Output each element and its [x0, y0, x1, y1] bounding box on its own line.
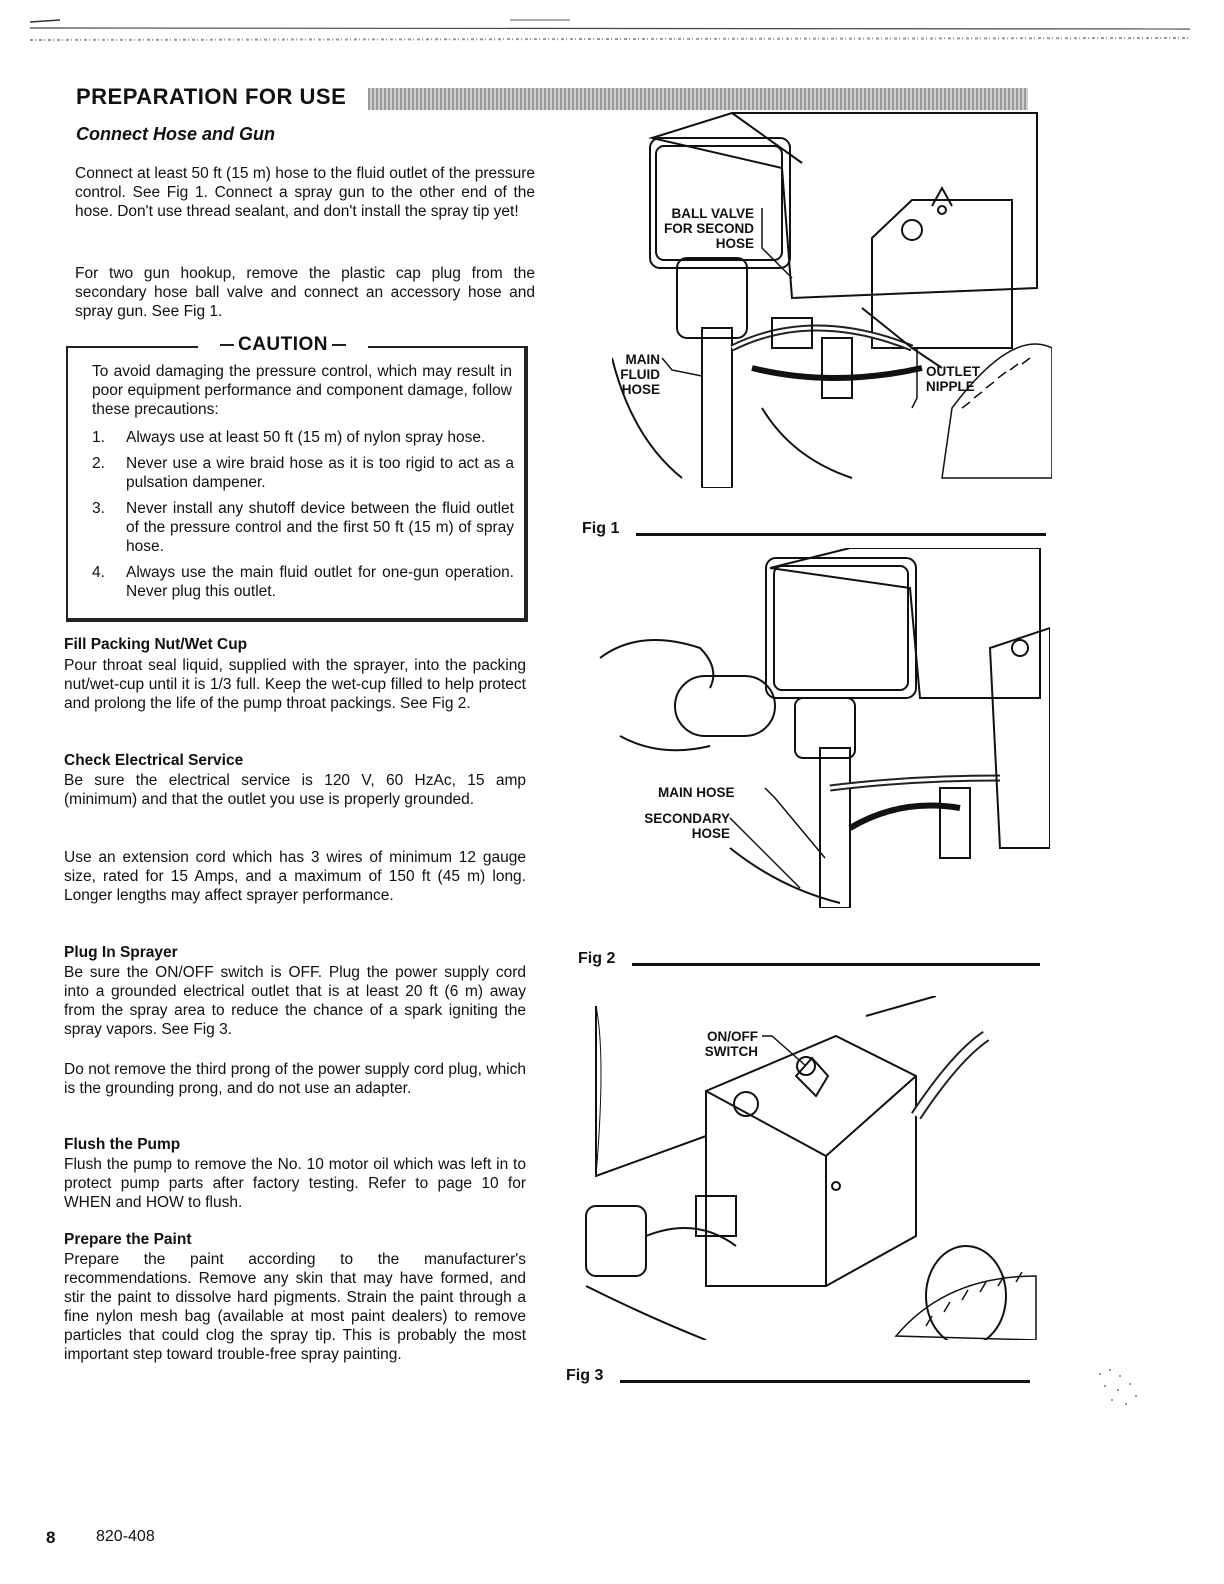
fig1-rule — [636, 533, 1046, 536]
callout-line: HOSE — [715, 236, 754, 251]
flush-heading: Flush the Pump — [64, 1136, 181, 1153]
fig3-label: Fig 3 — [566, 1367, 604, 1384]
figure-1-illustration — [612, 108, 1052, 488]
caution-item-text: Never use a wire braid hose as it is too rigid to act as a pulsation dampener. — [126, 455, 514, 491]
caution-heading — [198, 334, 368, 356]
fig1-callout-ball-valve — [650, 206, 754, 251]
callout-line: MAIN HOSE — [658, 785, 735, 800]
callout-line: FLUID — [620, 367, 660, 382]
caution-item — [90, 428, 514, 447]
fig2-motor-housing — [766, 548, 1040, 698]
fig1-control-box — [872, 188, 1012, 348]
fig2-hand-holding-bottle — [600, 640, 775, 750]
caution-item-text: Always use at least 50 ft (15 m) of nylon spray hose. — [126, 429, 486, 446]
caution-item-number: 1. — [92, 429, 105, 446]
caution-box — [66, 334, 528, 622]
callout-line: SECONDARY — [644, 811, 730, 826]
caution-dash-left — [220, 344, 234, 346]
fig3-tire — [896, 1272, 1036, 1340]
callout-line: FOR SECOND — [663, 221, 754, 236]
fig1-callout-outlet-nipple — [926, 364, 1006, 394]
fig1-pump-assembly — [612, 258, 942, 488]
connect-hose-paragraph-1: Connect at least 50 ft (15 m) hose to the fluid outlet of the pressure control. See Fig 1. Connect a spray gun to the other end of the hose. Don't use thread sealant, and don't install the spray tip yet! — [75, 165, 535, 220]
caution-intro: To avoid damaging the pressure control, which may result in poor equipment performance and component damage, follow these precautions: — [92, 363, 512, 418]
section-title: PREPARATION FOR USE — [76, 84, 347, 109]
fig2-label: Fig 2 — [578, 950, 616, 967]
document-number: 820-408 — [96, 1528, 155, 1545]
callout-line: NIPPLE — [926, 379, 975, 394]
fill-packing-text: Pour throat seal liquid, supplied with the sprayer, into the packing nut/wet-cup until it is 1/3 full. Keep the wet-cup filled to help protect and prolong the life of the pump throat packings. See Fig 2. — [64, 657, 526, 712]
connect-hose-title: Connect Hose and Gun — [76, 124, 276, 144]
callout-line: SWITCH — [704, 1044, 758, 1059]
callout-line: MAIN — [625, 352, 660, 367]
fig3-callout-on-off-switch — [676, 1029, 758, 1059]
caution-item-number: 4. — [92, 564, 105, 581]
fig1-callout-main-fluid-hose — [600, 352, 660, 397]
caution-item-number: 2. — [92, 455, 105, 472]
caution-item-text: Always use the main fluid outlet for one-gun operation. Never plug this outlet. — [126, 564, 514, 600]
caution-list — [90, 428, 514, 608]
caution-item-text: Never install any shutoff device between the fluid outlet of the pressure control and the first 50 ft (15 m) of spray hose. — [126, 500, 514, 555]
fig1-label: Fig 1 — [582, 520, 620, 537]
prepare-paint-text: Prepare the paint according to the manufacturer's recommendations. Remove any skin that may have formed, and stir the paint to dissolve hard pigments. Strain the paint through a fine nylon mesh bag (available at most paint dealers) to remove particles that could clog the spray tip. This is probably the most important step toward trouble-free spray painting. — [64, 1251, 526, 1363]
electrical-heading: Check Electrical Service — [64, 752, 244, 769]
callout-line: OUTLET — [926, 364, 980, 379]
figure-2-illustration — [580, 548, 1050, 908]
fig3-rule — [620, 1380, 1030, 1383]
callout-line: HOSE — [621, 382, 660, 397]
caution-heading-text: CAUTION — [237, 334, 329, 355]
fig2-leader-lines — [730, 788, 825, 888]
caution-item — [90, 454, 514, 492]
caution-item — [90, 563, 514, 601]
fig2-callout-main-hose — [658, 785, 768, 800]
title-rule-bar — [368, 88, 1028, 110]
fig3-motor-housing — [596, 996, 936, 1176]
flush-text: Flush the pump to remove the No. 10 motor oil which was left in to protect pump parts after factory testing. Refer to page 10 for WHEN and HOW to flush. — [64, 1156, 526, 1211]
fig2-callout-secondary-hose — [624, 811, 730, 841]
electrical-text: Be sure the electrical service is 120 V, 60 HzAc, 15 amp (minimum) and that the outlet you use is properly grounded. — [64, 772, 526, 808]
caution-dash-right — [332, 344, 346, 346]
plug-in-text: Be sure the ON/OFF switch is OFF. Plug the power supply cord into a grounded electrical outlet that is at least 20 ft (6 m) away from the spray area to reduce the chance of a spark igniting the spray vapors. See Fig 3. — [64, 964, 526, 1038]
page-number: 8 — [46, 1528, 56, 1547]
callout-line: ON/OFF — [707, 1029, 758, 1044]
caution-item — [90, 499, 514, 556]
figure-3-illustration — [566, 996, 1046, 1340]
extension-cord-text: Use an extension cord which has 3 wires of minimum 12 gauge size, rated for 15 Amps, and a maximum of 150 ft (45 m) long. Longer lengths may affect sprayer performance. — [64, 849, 526, 904]
callout-line: HOSE — [691, 826, 730, 841]
fill-packing-heading: Fill Packing Nut/Wet Cup — [64, 636, 248, 653]
plug-in-heading: Plug In Sprayer — [64, 944, 178, 961]
fig3-hoses-and-fittings — [586, 1036, 1006, 1340]
connect-hose-paragraph-2: For two gun hookup, remove the plastic cap plug from the secondary hose ball valve and connect an accessory hose and spray gun. See Fig 1. — [75, 265, 535, 320]
grounding-prong-text: Do not remove the third prong of the power supply cord plug, which is the grounding prong, and do not use an adapter. — [64, 1061, 526, 1097]
fig3-control-box — [706, 1036, 916, 1286]
scan-noise-top — [30, 18, 1190, 46]
prepare-paint-heading: Prepare the Paint — [64, 1231, 192, 1248]
scan-speckle — [1090, 1364, 1150, 1414]
fig2-rule — [632, 963, 1040, 966]
caution-item-number: 3. — [92, 500, 105, 517]
callout-line: BALL VALVE — [671, 206, 754, 221]
